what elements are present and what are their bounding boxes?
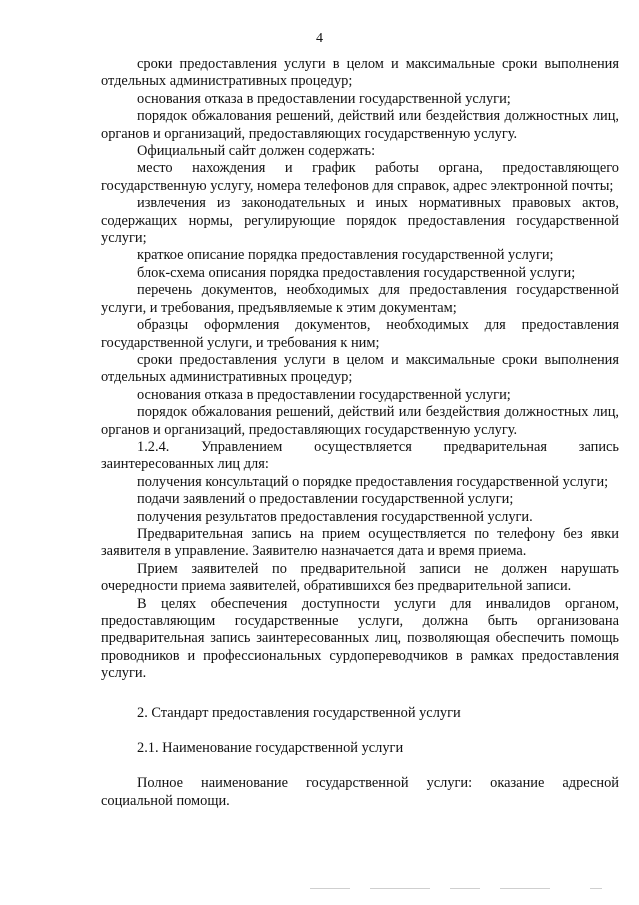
paragraph: получения результатов предоставления государственной услуги.: [137, 508, 533, 525]
paragraph: В целях обеспечения доступности услуги для инвалидов органом, предоставляющим государственные услуги, должна быть организована предварительная запись заинтересованных лиц, позволяющая обеспечить помощь проводников и профессиональных сурдопереводчиков в рамках предоставления услуги.: [101, 595, 619, 682]
paragraph: извлечения из законодательных и иных нормативных правовых актов, содержащих нормы, регулирующие порядок предоставления государственной услуги;: [101, 195, 619, 247]
paragraph: образцы оформления документов, необходимых для предоставления государственной услуги, и требования к ним;: [101, 317, 619, 351]
section-heading: 2. Стандарт предоставления государственной услуги: [137, 704, 461, 721]
final-paragraph: Полное наименование государственной услуги: оказание адресной социальной помощи.: [101, 775, 619, 809]
paragraph: блок-схема описания порядка предоставления государственной услуги;: [137, 264, 576, 281]
paragraph: место нахождения и график работы органа, предоставляющего государственную услугу, номера телефонов для справок, адрес электронной почты;: [101, 160, 619, 194]
paragraph: порядок обжалования решений, действий или бездействия должностных лиц, органов и организаций, предоставляющих государственную услугу.: [101, 404, 619, 438]
paragraph: 1.2.4. Управлением осуществляется предварительная запись заинтересованных лиц для:: [101, 438, 619, 473]
paragraph: порядок обжалования решений, действий или бездействия должностных лиц, органов и организаций, предоставляющих государственную услугу.: [101, 108, 619, 142]
paragraph: краткое описание порядка предоставления государственной услуги;: [137, 247, 554, 264]
subsection-heading: 2.1. Наименование государственной услуги: [137, 740, 404, 757]
paragraph: Предварительная запись на прием осуществляется по телефону без явки заявителя в управление. Заявителю назначается дата и время приема.: [101, 525, 619, 560]
paragraph: сроки предоставления услуги в целом и максимальные сроки выполнения отдельных административных процедур;: [101, 56, 619, 90]
page-number: 4: [316, 31, 323, 46]
paragraph: перечень документов, необходимых для предоставления государственной услуги, и требования, предъявляемые к этим документам;: [101, 282, 619, 316]
paragraph: основания отказа в предоставлении государственной услуги;: [137, 90, 511, 107]
document-body: [101, 56, 619, 810]
paragraph: получения консультаций о порядке предоставления государственной услуги;: [137, 473, 609, 490]
paragraph: подачи заявлений о предоставлении государственной услуги;: [137, 491, 514, 508]
scan-artifact: [300, 886, 620, 892]
paragraph: сроки предоставления услуги в целом и максимальные сроки выполнения отдельных административных процедур;: [101, 351, 619, 386]
paragraph: Прием заявителей по предварительной записи не должен нарушать очередности приема заявителей, обратившихся без предварительной записи.: [101, 560, 619, 595]
paragraph: основания отказа в предоставлении государственной услуги;: [137, 386, 511, 403]
paragraph: Официальный сайт должен содержать:: [137, 143, 376, 160]
